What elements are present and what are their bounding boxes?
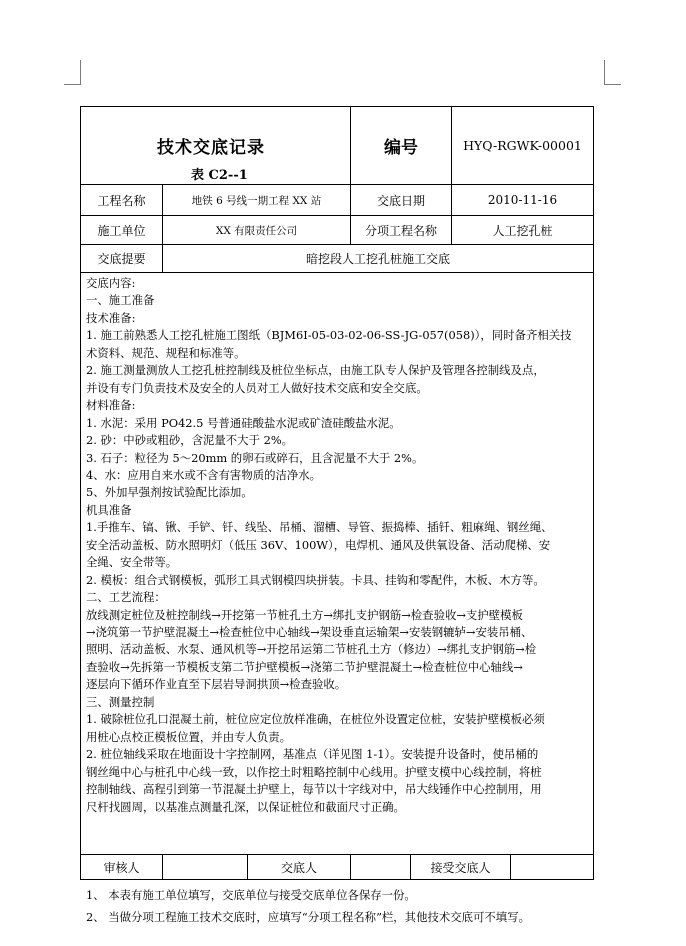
content-line: 查验收→先拆第一节模板支第二节护壁模板→浇第二节护壁混凝土→检查桩位中心轴线→: [86, 659, 523, 674]
form-title: 技术交底记录: [157, 138, 265, 158]
content-line: 安全活动盖板、防水照明灯（低压 36V、100W），电焊机、通风及供氧设备、活动爬梯、安: [86, 537, 551, 552]
receiver-signature-field: [511, 855, 593, 879]
code-label-cell: [351, 107, 452, 184]
summary-label-cell: [81, 245, 163, 272]
signature-row: [81, 855, 593, 879]
content-line: 交底内容:: [86, 276, 136, 290]
summary-value: 暗挖段人工挖孔桩施工交底: [305, 252, 450, 266]
content-line: 2. 桩位轴线采取在地面设十字控制网，基准点（详见图 1-1）。安装提升设备时，使吊桶的: [86, 747, 539, 762]
content-line: 逐层向下循环作业直至下层岩导洞拱顶→检查验收。: [86, 677, 347, 692]
summary-label: 交底提要: [97, 252, 146, 266]
content-line: 机具准备: [86, 502, 132, 517]
reviewer-signature-field: [163, 855, 248, 879]
content-line: 尺杆找圆周，以基准点测量孔深，以保证桩位和截面尺寸正确。: [86, 799, 405, 814]
date-label: 交底日期: [376, 193, 425, 208]
presenter-signature-field: [351, 855, 411, 879]
unit-label-cell: [81, 216, 163, 244]
content-line: 1. 水泥：采用 PO42.5 号普通硅酸盐水泥或矿渣硅酸盐水泥。: [86, 415, 401, 430]
content-line: 全绳、安全带等。: [86, 555, 178, 570]
content-line: 2. 砂：中砂或粗砂，含泥量不大于 2%。: [86, 433, 294, 448]
footnote-2: 2、 当做分项工程施工技术交底时，应填写“分项工程名称”栏，其他技术交底可不填写。: [86, 910, 530, 924]
content-line: 用桩心点校正模板位置，并由专人负责。: [86, 729, 292, 744]
project-row: [81, 185, 593, 216]
content-line: 三、测量控制: [86, 694, 155, 709]
unit-cell: [163, 216, 351, 244]
presenter-label-cell: [248, 855, 351, 879]
page-corner-mark-top-left: [64, 60, 81, 85]
code-label: 编号: [384, 138, 418, 158]
content-line: 1. 破除桩位孔口混凝土前，桩位应定位放样准确，在桩位外设置定位桩，安装护壁模板必须: [86, 712, 545, 727]
date-cell: [452, 185, 593, 215]
technical-disclosure-form: [80, 106, 594, 880]
subproject-label: 分项工程名称: [364, 223, 437, 238]
content-line: 5、外加早强剂按试验配比添加。: [86, 485, 253, 500]
project-name-label: 工程名称: [97, 193, 146, 208]
content-line: →浇筑第一节护壁混凝土→检查桩位中心轴线→架设垂直运输架→安装钢辘轳→安装吊桶、: [86, 625, 533, 639]
code-value-cell: [452, 107, 593, 184]
content-line: 1.手推车、镐、锹、手铲、钎、线坠、吊桶、溜槽、导管、振捣棒、插钎、粗麻绳、钢丝绳、: [86, 520, 553, 535]
footnote-1: 1、 本表有施工单位填写，交底单位与接受交底单位各保存一份。: [86, 888, 416, 902]
content-line: 4、水：应用自来水或不含有害物质的洁净水。: [86, 467, 322, 482]
project-name-cell: [163, 185, 351, 215]
content-line: 2. 施工测量测放人工挖孔桩控制线及桩位坐标点，由施工队专人保护及管理各控制线及点，: [86, 363, 545, 378]
disclosure-content: [81, 273, 593, 855]
summary-row: [81, 245, 593, 273]
content-line: 二、工艺流程：: [86, 590, 166, 605]
reviewer-label-cell: [81, 855, 163, 879]
content-line: 并设有专门负责技术及安全的人员对工人做好技术交底和安全交底。: [86, 380, 428, 395]
receiver-label: 接受交底人: [430, 860, 491, 875]
content-line: 术资料、规范、规程和标准等。: [86, 345, 246, 360]
title-cell: [81, 107, 351, 184]
content-line: 3. 石子：粒径为 5～20mm 的卵石或碎石，且含泥量不大于 2%。: [86, 450, 424, 465]
content-line: 1. 施工前熟悉人工挖孔桩施工图纸（BJM6I-05-03-02-06-SS-JG-057(058)），同时备齐相关技: [86, 328, 572, 343]
presenter-label: 交底人: [280, 860, 317, 875]
project-name-label-cell: [81, 185, 163, 215]
content-line: 照明、活动盖板、水泵、通风机等→开挖吊运第二节桩孔土方（修边）→绑扎支护钢筋→检: [86, 642, 537, 657]
date-value: 2010-11-16: [487, 193, 558, 207]
code-value: HYQ-RGWK-00001: [463, 138, 582, 153]
unit-value: XX 有限责任公司: [215, 224, 298, 237]
page-corner-mark-top-right: [604, 60, 621, 85]
content-line: 钢丝绳中心与桩孔中心线一致，以作挖土时粗略控制中心线用。护壁支模中心线控制，将桩: [86, 764, 542, 779]
form-header-row: [81, 107, 593, 185]
content-line: 放线测定桩位及桩控制线→开挖第一节桩孔土方→绑扎支护钢筋→检查验收→支护壁模板: [86, 607, 523, 622]
content-line: 材料准备:: [86, 398, 136, 413]
unit-row: [81, 216, 593, 245]
content-line: 技术准备:: [86, 310, 136, 325]
subproject-value: 人工挖孔桩: [492, 223, 553, 238]
subproject-label-cell: [351, 216, 452, 244]
receiver-label-cell: [411, 855, 511, 879]
subproject-cell: [452, 216, 593, 244]
unit-label: 施工单位: [97, 223, 146, 238]
summary-cell: [163, 245, 593, 272]
content-line: 一、施工准备: [86, 293, 155, 308]
content-line: 控制轴线、高程引到第一节混凝土护壁上，每节以十字线对中，吊大线锤作中心控制用，用: [86, 782, 542, 797]
reviewer-label: 审核人: [103, 860, 140, 875]
project-name-value: 地铁 6 号线一期工程 XX 站: [191, 194, 322, 207]
form-number: 表 C2--1: [191, 168, 248, 183]
content-line: 2. 模板：组合式钢模板，弧形工具式钢模四块拼装。卡具、挂钩和零配件，木板、木方等。: [86, 572, 545, 587]
date-label-cell: [351, 185, 452, 215]
